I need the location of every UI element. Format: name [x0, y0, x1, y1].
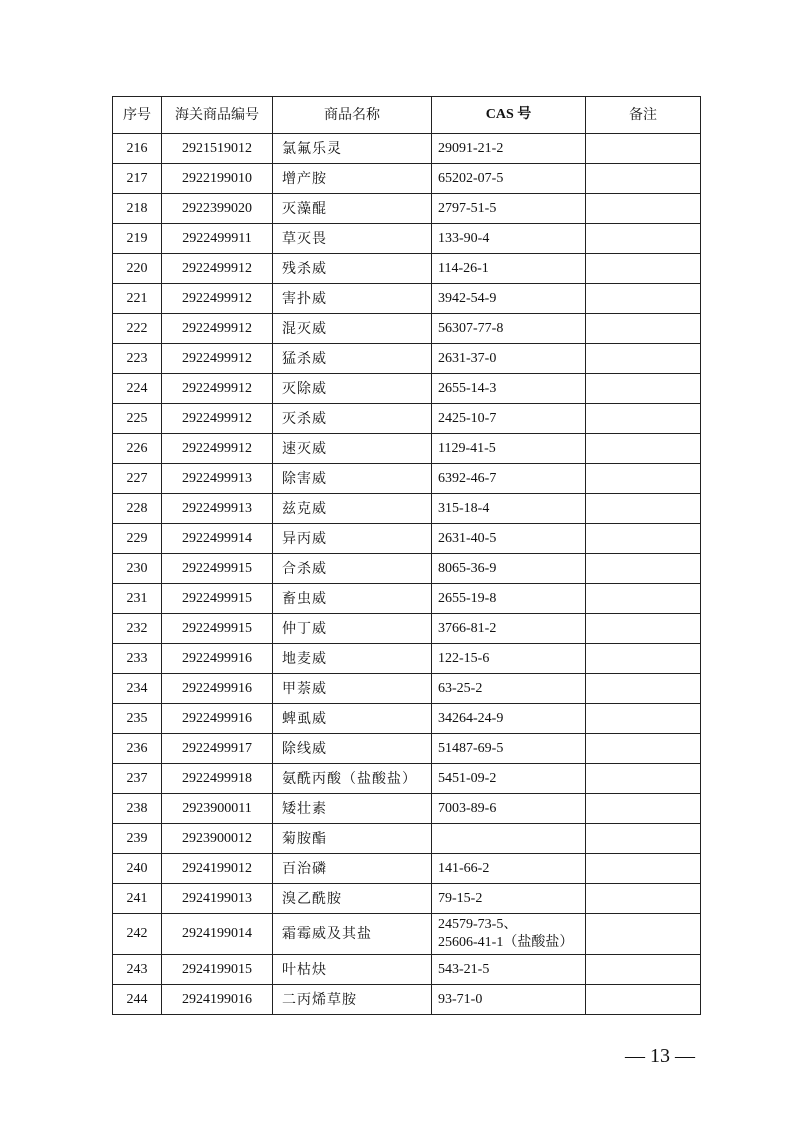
table-row [113, 464, 701, 494]
table-row [113, 734, 701, 764]
table-row [113, 554, 701, 584]
product-name-cell: 百治磷 [273, 854, 432, 884]
serial-no-cell: 238 [113, 794, 162, 824]
customs-code-cell: 2922499916 [162, 704, 273, 734]
cas-number-line: 93-71-0 [438, 991, 483, 1007]
customs-code-cell: 2922499912 [162, 434, 273, 464]
product-name-cell: 氨酰丙酸（盐酸盐） [273, 764, 432, 794]
cas-number-cell [432, 464, 586, 494]
cas-number-line: 315-18-4 [438, 500, 490, 516]
cas-number-cell [432, 644, 586, 674]
remarks-cell [586, 985, 701, 1015]
header-remarks: 备注 [586, 97, 701, 134]
customs-code-cell: 2924199015 [162, 955, 273, 985]
product-name-cell: 地麦威 [273, 644, 432, 674]
cas-number-line: 63-25-2 [438, 680, 483, 696]
customs-code-cell: 2924199014 [162, 914, 273, 955]
table-row [113, 374, 701, 404]
remarks-cell [586, 704, 701, 734]
serial-no-cell: 241 [113, 884, 162, 914]
cas-number-cell [432, 554, 586, 584]
product-name-cell: 矮壮素 [273, 794, 432, 824]
customs-code-cell: 2922499913 [162, 494, 273, 524]
serial-no-cell: 221 [113, 284, 162, 314]
product-name-cell: 合杀威 [273, 554, 432, 584]
cas-number-cell [432, 674, 586, 704]
table-row [113, 614, 701, 644]
cas-number-cell [432, 494, 586, 524]
table-row [113, 314, 701, 344]
product-name-cell: 猛杀威 [273, 344, 432, 374]
customs-code-cell: 2922499912 [162, 374, 273, 404]
serial-no-cell: 223 [113, 344, 162, 374]
remarks-cell [586, 674, 701, 704]
remarks-cell [586, 254, 701, 284]
serial-no-cell: 239 [113, 824, 162, 854]
table-row [113, 434, 701, 464]
cas-number-cell [432, 524, 586, 554]
table-row [113, 704, 701, 734]
cas-number-cell [432, 985, 586, 1015]
cas-number-cell [432, 254, 586, 284]
customs-code-cell: 2922499915 [162, 584, 273, 614]
serial-no-cell: 227 [113, 464, 162, 494]
customs-code-cell: 2922499916 [162, 674, 273, 704]
product-name-cell: 甲萘威 [273, 674, 432, 704]
cas-number-cell [432, 614, 586, 644]
chemical-list-table [112, 96, 701, 1015]
serial-no-cell: 220 [113, 254, 162, 284]
table-row [113, 284, 701, 314]
table-row [113, 224, 701, 254]
serial-no-cell: 242 [113, 914, 162, 955]
cas-number-cell [432, 824, 586, 854]
remarks-cell [586, 344, 701, 374]
product-name-cell: 菊胺酯 [273, 824, 432, 854]
customs-code-cell: 2922399020 [162, 194, 273, 224]
page-number: — 13 — [625, 1045, 695, 1067]
serial-no-cell: 229 [113, 524, 162, 554]
customs-code-cell: 2922499912 [162, 314, 273, 344]
remarks-cell [586, 164, 701, 194]
serial-no-cell: 232 [113, 614, 162, 644]
product-name-cell: 叶枯炔 [273, 955, 432, 985]
cas-number-cell [432, 434, 586, 464]
remarks-cell [586, 134, 701, 164]
customs-code-cell: 2923900011 [162, 794, 273, 824]
cas-number-line: 56307-77-8 [438, 320, 504, 336]
remarks-cell [586, 584, 701, 614]
cas-number-line: 2655-14-3 [438, 380, 497, 396]
product-name-cell: 灭除威 [273, 374, 432, 404]
serial-no-cell: 226 [113, 434, 162, 464]
serial-no-cell: 216 [113, 134, 162, 164]
cas-number-line: 7003-89-6 [438, 800, 497, 816]
table-row [113, 404, 701, 434]
cas-number-line: 79-15-2 [438, 890, 483, 906]
remarks-cell [586, 434, 701, 464]
product-name-cell: 除线威 [273, 734, 432, 764]
serial-no-cell: 240 [113, 854, 162, 884]
remarks-cell [586, 194, 701, 224]
product-name-cell: 混灭威 [273, 314, 432, 344]
cas-number-cell [432, 164, 586, 194]
cas-number-cell [432, 374, 586, 404]
remarks-cell [586, 464, 701, 494]
cas-number-line: 543-21-5 [438, 961, 490, 977]
serial-no-cell: 236 [113, 734, 162, 764]
cas-number-cell [432, 794, 586, 824]
product-name-cell: 增产胺 [273, 164, 432, 194]
customs-code-cell: 2923900012 [162, 824, 273, 854]
header-serial-no: 序号 [113, 97, 162, 134]
header-product-name: 商品名称 [273, 97, 432, 134]
serial-no-cell: 217 [113, 164, 162, 194]
customs-code-cell: 2922499914 [162, 524, 273, 554]
remarks-cell [586, 374, 701, 404]
table-row [113, 854, 701, 884]
table-row [113, 494, 701, 524]
cas-number-line: 8065-36-9 [438, 560, 497, 576]
remarks-cell [586, 404, 701, 434]
table-row [113, 955, 701, 985]
remarks-cell [586, 884, 701, 914]
serial-no-cell: 225 [113, 404, 162, 434]
customs-code-cell: 2924199016 [162, 985, 273, 1015]
cas-number-cell [432, 284, 586, 314]
cas-number-line: 34264-24-9 [438, 710, 504, 726]
table-row [113, 164, 701, 194]
table-row [113, 254, 701, 284]
remarks-cell [586, 224, 701, 254]
product-name-cell: 灭杀威 [273, 404, 432, 434]
remarks-cell [586, 314, 701, 344]
table-row [113, 794, 701, 824]
cas-number-cell [432, 955, 586, 985]
cas-number-line: 2425-10-7 [438, 410, 497, 426]
cas-number-cell [432, 344, 586, 374]
serial-no-cell: 234 [113, 674, 162, 704]
customs-code-cell: 2922499912 [162, 404, 273, 434]
cas-number-line: 51487-69-5 [438, 740, 504, 756]
cas-number-cell [432, 884, 586, 914]
table-row [113, 584, 701, 614]
cas-number-line: 24579-73-5、 [438, 917, 518, 932]
remarks-cell [586, 764, 701, 794]
cas-number-line: 2631-37-0 [438, 350, 497, 366]
product-name-cell: 霜霉威及其盐 [273, 914, 432, 955]
cas-number-line: 122-15-6 [438, 650, 490, 666]
customs-code-cell: 2922499911 [162, 224, 273, 254]
customs-code-cell: 2922499915 [162, 554, 273, 584]
serial-no-cell: 235 [113, 704, 162, 734]
product-name-cell: 氯氟乐灵 [273, 134, 432, 164]
customs-code-cell: 2922499915 [162, 614, 273, 644]
serial-no-cell: 244 [113, 985, 162, 1015]
remarks-cell [586, 644, 701, 674]
cas-number-cell [432, 764, 586, 794]
table-header-row [113, 97, 701, 134]
table-row [113, 194, 701, 224]
remarks-cell [586, 554, 701, 584]
remarks-cell [586, 955, 701, 985]
table-row [113, 524, 701, 554]
cas-number-line: 29091-21-2 [438, 140, 504, 156]
customs-code-cell: 2922499916 [162, 644, 273, 674]
table-row [113, 764, 701, 794]
serial-no-cell: 231 [113, 584, 162, 614]
header-customs-code: 海关商品编号 [162, 97, 273, 134]
serial-no-cell: 224 [113, 374, 162, 404]
cas-number-cell [432, 314, 586, 344]
customs-code-cell: 2922499913 [162, 464, 273, 494]
product-name-cell: 残杀威 [273, 254, 432, 284]
cas-number-line: 25606-41-1（盐酸盐） [438, 935, 574, 950]
product-name-cell: 灭藻醌 [273, 194, 432, 224]
cas-number-cell [432, 734, 586, 764]
product-name-cell: 害扑威 [273, 284, 432, 314]
customs-code-cell: 2922499912 [162, 284, 273, 314]
product-name-cell: 仲丁威 [273, 614, 432, 644]
cas-number-cell [432, 194, 586, 224]
product-name-cell: 二丙烯草胺 [273, 985, 432, 1015]
product-name-cell: 畜虫威 [273, 584, 432, 614]
cas-number-line: 65202-07-5 [438, 170, 504, 186]
remarks-cell [586, 914, 701, 955]
remarks-cell [586, 734, 701, 764]
customs-code-cell: 2924199013 [162, 884, 273, 914]
cas-number-cell [432, 224, 586, 254]
remarks-cell [586, 854, 701, 884]
product-name-cell: 异丙威 [273, 524, 432, 554]
serial-no-cell: 230 [113, 554, 162, 584]
cas-number-line: 6392-46-7 [438, 470, 497, 486]
customs-code-cell: 2922499912 [162, 254, 273, 284]
remarks-cell [586, 824, 701, 854]
serial-no-cell: 237 [113, 764, 162, 794]
table-body [113, 134, 701, 1015]
cas-number-cell [432, 134, 586, 164]
cas-number-line: 2631-40-5 [438, 530, 497, 546]
product-name-cell: 兹克威 [273, 494, 432, 524]
serial-no-cell: 218 [113, 194, 162, 224]
table-row [113, 824, 701, 854]
cas-number-cell [432, 584, 586, 614]
product-name-cell: 蜱虱威 [273, 704, 432, 734]
customs-code-cell: 2922199010 [162, 164, 273, 194]
product-name-cell: 草灭畏 [273, 224, 432, 254]
remarks-cell [586, 524, 701, 554]
cas-number-line: 2655-19-8 [438, 590, 497, 606]
cas-number-line: 1129-41-5 [438, 440, 496, 456]
customs-code-cell: 2922499918 [162, 764, 273, 794]
serial-no-cell: 219 [113, 224, 162, 254]
cas-number-line: 2797-51-5 [438, 200, 497, 216]
customs-code-cell: 2924199012 [162, 854, 273, 884]
cas-number-cell [432, 914, 586, 955]
table-row [113, 914, 701, 955]
cas-number-line: 3766-81-2 [438, 620, 497, 636]
cas-number-line: 133-90-4 [438, 230, 490, 246]
header-cas-number: CAS 号 [432, 97, 586, 134]
remarks-cell [586, 794, 701, 824]
remarks-cell [586, 494, 701, 524]
cas-number-cell [432, 704, 586, 734]
remarks-cell [586, 614, 701, 644]
product-name-cell: 溴乙酰胺 [273, 884, 432, 914]
cas-number-line: 3942-54-9 [438, 290, 497, 306]
customs-code-cell: 2922499912 [162, 344, 273, 374]
table-row [113, 344, 701, 374]
cas-number-line: 141-66-2 [438, 860, 490, 876]
table-row [113, 674, 701, 704]
serial-no-cell: 233 [113, 644, 162, 674]
serial-no-cell: 243 [113, 955, 162, 985]
product-name-cell: 速灭威 [273, 434, 432, 464]
cas-number-line: 5451-09-2 [438, 770, 497, 786]
customs-code-cell: 2921519012 [162, 134, 273, 164]
table-row [113, 644, 701, 674]
table-row [113, 134, 701, 164]
customs-code-cell: 2922499917 [162, 734, 273, 764]
cas-number-cell [432, 404, 586, 434]
serial-no-cell: 228 [113, 494, 162, 524]
table-row [113, 884, 701, 914]
remarks-cell [586, 284, 701, 314]
table-row [113, 985, 701, 1015]
cas-number-line: 114-26-1 [438, 260, 489, 276]
cas-number-cell [432, 854, 586, 884]
serial-no-cell: 222 [113, 314, 162, 344]
product-name-cell: 除害威 [273, 464, 432, 494]
